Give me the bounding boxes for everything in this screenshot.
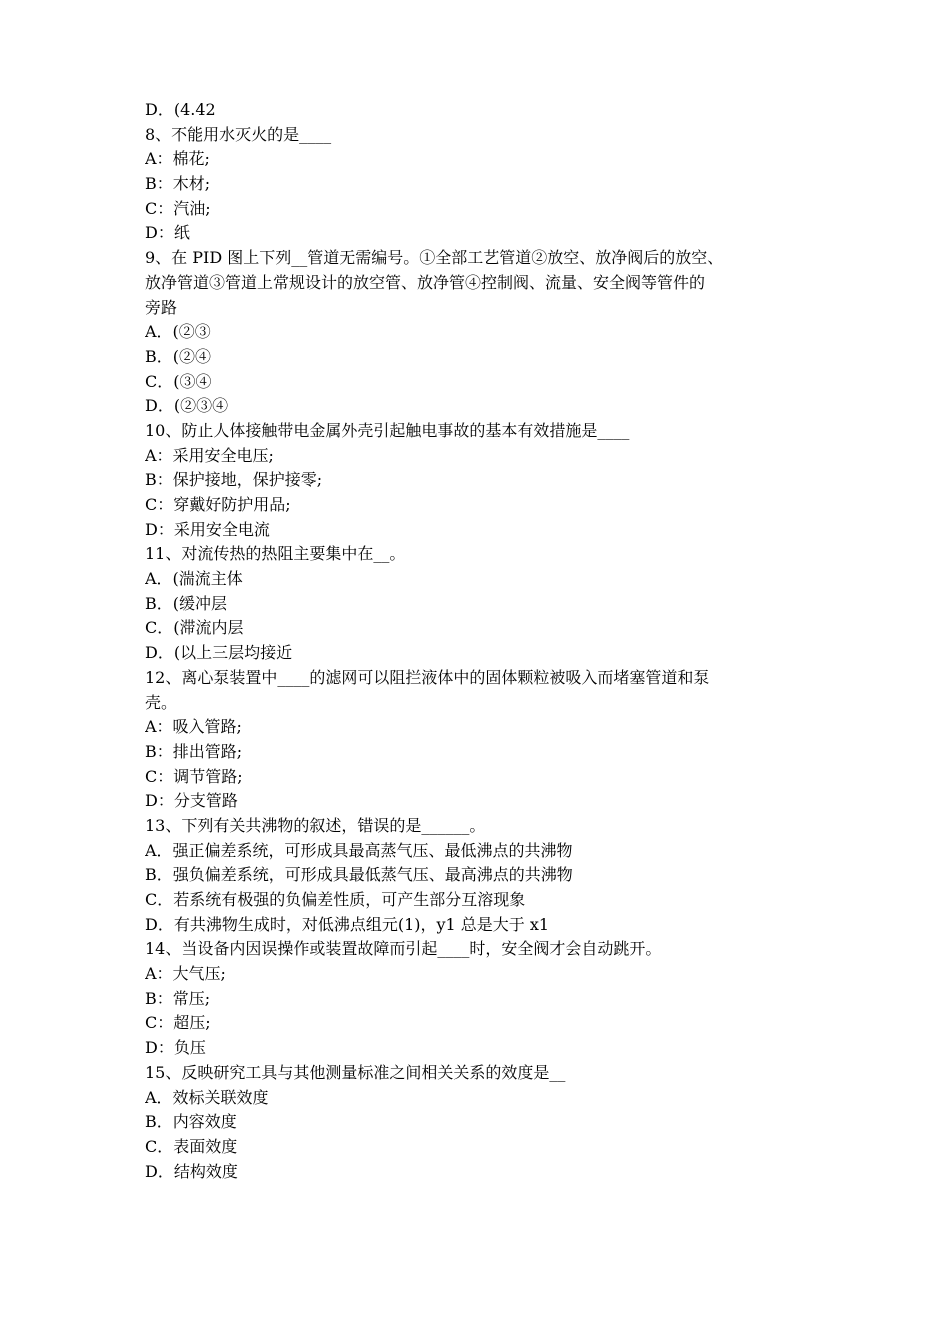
question-9: 9、在 PID 图上下列__管道无需编号。①全部工艺管道②放空、放净阀后的放空、 [145,248,724,268]
question-9-cont: 放净管道③管道上常规设计的放空管、放净管④控制阀、流量、安全阀等管件的 [145,272,706,292]
option-line: A：棉花; [145,149,210,169]
option-line: C：超压; [145,1013,211,1033]
question-12: 12、离心泵装置中____的滤网可以阻拦液体中的固体颗粒被吸入而堵塞管道和泵 [145,667,710,687]
option-line: B：排出管路; [145,741,243,761]
question-8: 8、不能用水灭火的是____ [145,124,332,144]
option-line: A．(②③ [145,322,211,342]
option-line: B．内容效度 [145,1112,237,1132]
question-9-cont: 旁路 [145,297,178,317]
question-12-cont: 壳。 [145,692,178,712]
question-14: 14、当设备内因误操作或装置故障而引起____时，安全阀才会自动跳开。 [145,939,662,959]
option-line: A．效标关联效度 [145,1087,269,1107]
option-line: D．(4.42 [145,100,216,119]
question-11: 11、对流传热的热阻主要集中在__。 [145,544,406,564]
option-line: A．强正偏差系统，可形成具最高蒸气压、最低沸点的共沸物 [145,840,573,860]
option-line: B．强负偏差系统，可形成具最低蒸气压、最高沸点的共沸物 [145,865,573,885]
question-15: 15、反映研究工具与其他测量标准之间相关关系的效度是__ [145,1062,566,1082]
option-line: C．(③④ [145,371,212,391]
option-line: C：穿戴好防护用品; [145,495,291,514]
option-line: D．(以上三层均接近 [145,643,293,663]
document-page [145,98,825,1184]
option-line: A．(湍流主体 [145,569,243,589]
option-line: B．(缓冲层 [145,593,228,613]
option-line: C：调节管路; [145,766,243,786]
option-line: D．(②③④ [145,396,229,416]
option-line: C：汽油; [145,198,211,218]
question-13: 13、下列有关共沸物的叙述，错误的是______。 [145,815,486,835]
option-line: C．若系统有极强的负偏差性质，可产生部分互溶现象 [145,890,526,909]
option-line: A：大气压; [145,964,226,984]
option-line: A：采用安全电压; [145,445,274,465]
option-line: B：保护接地，保护接零; [145,470,323,490]
question-10: 10、防止人体接触带电金属外壳引起触电事故的基本有效措施是____ [145,420,630,440]
option-line: B：木材; [145,174,211,194]
option-line: B：常压; [145,988,211,1008]
option-line: D．结构效度 [145,1161,238,1181]
option-line: D．有共沸物生成时，对低沸点组元(1)，y1 总是大于 x1 [145,914,550,934]
option-line: B．(②④ [145,346,212,366]
option-line: D：采用安全电流 [145,519,270,539]
option-line: D：负压 [145,1038,206,1058]
option-line: D：纸 [145,223,190,243]
option-line: C．表面效度 [145,1136,238,1156]
option-line: D：分支管路 [145,791,238,811]
option-line: A：吸入管路; [145,717,242,737]
option-line: C．(滞流内层 [145,618,244,638]
